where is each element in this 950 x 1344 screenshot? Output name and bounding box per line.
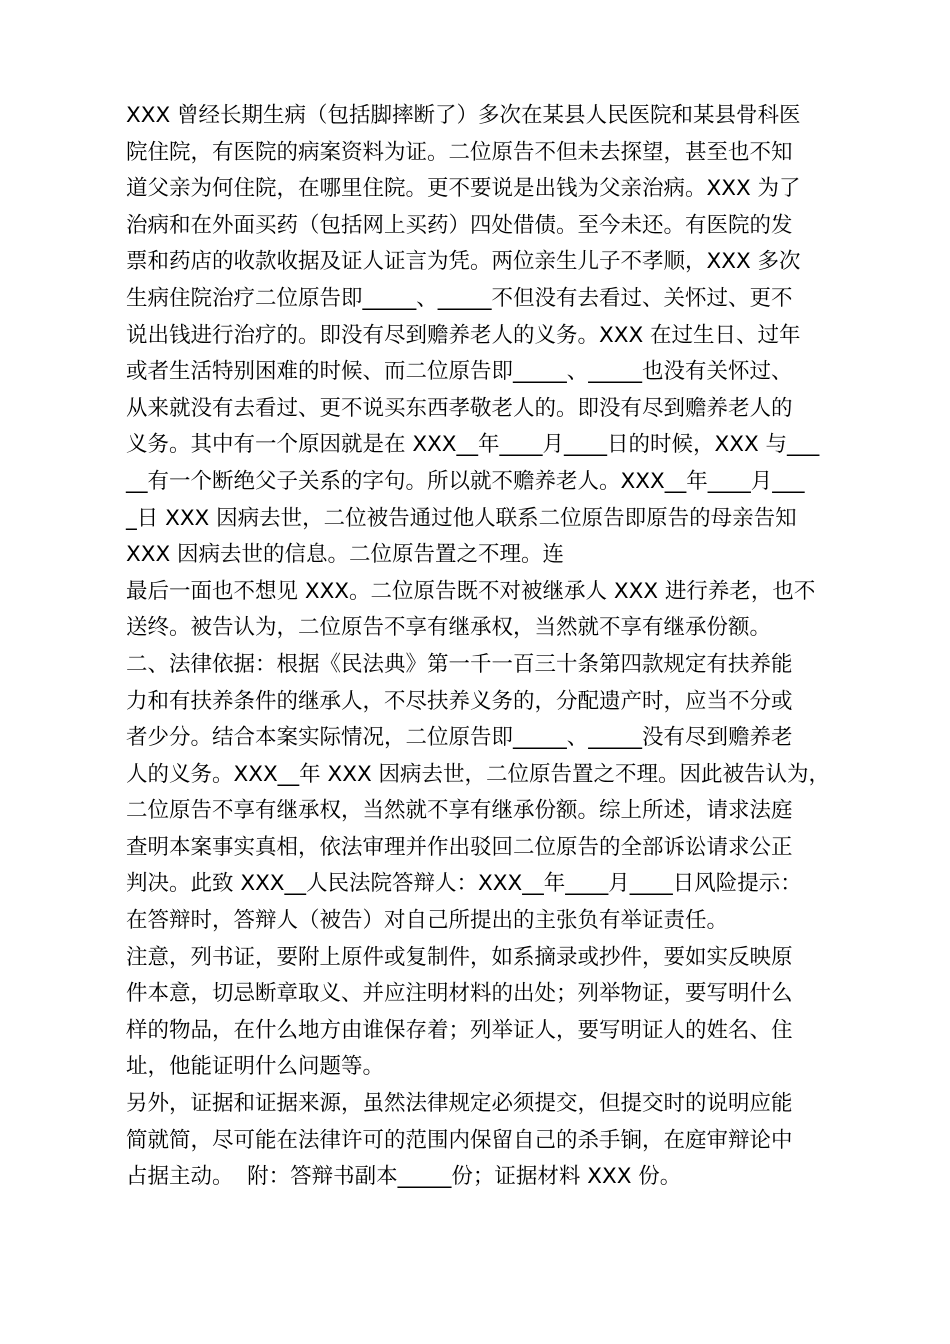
text-line: 治病和在外面买药（包括网上买药）四处借债。至今未还。有医院的发 — [126, 212, 793, 238]
text-line: _日 XXX 因病去世，二位被告通过他人联系二位原告即原告的母亲告知 — [126, 505, 797, 531]
text-line: 二、法律依据：根据《民法典》第一千一百三十条第四款规定有扶养能 — [126, 651, 793, 677]
text-line: 最后一面也不想见 XXX。二位原告既不对被继承人 XXX 进行养老，也不 — [126, 578, 816, 604]
text-line: 说出钱进行治疗的。即没有尽到赡养老人的义务。XXX 在过生日、过年 — [126, 322, 801, 348]
text-line: 占据主动。 附：答辩书副本_____份；证据材料 XXX 份。 — [126, 1164, 682, 1190]
text-line: 义务。其中有一个原因就是在 XXX__年____月____日的时候，XXX 与___ — [126, 432, 820, 458]
text-line: 简就简，尽可能在法律许可的范围内保留自己的杀手锏，在庭审辩论中 — [126, 1127, 793, 1153]
text-line: 人的义务。XXX__年 XXX 因病去世，二位原告置之不理。因此被告认为， — [126, 761, 831, 787]
text-line: 二位原告不享有继承权，当然就不享有继承份额。综上所述，请求法庭 — [126, 798, 793, 824]
text-line: 在答辩时，答辩人（被告）对自己所提出的主张负有举证责任。 — [126, 908, 729, 934]
text-line: 址，他能证明什么问题等。 — [126, 1054, 385, 1080]
document-body — [126, 98, 831, 1196]
text-line: 道父亲为何住院，在哪里住院。更不要说是出钱为父亲治病。XXX 为了 — [126, 176, 801, 202]
text-line: 判决。此致 XXX__人民法院答辩人：XXX__年____月____日风险提示： — [126, 871, 802, 897]
text-line: 送终。被告认为，二位原告不享有继承权，当然就不享有继承份额。 — [126, 615, 772, 641]
text-line: __有一个断绝父子关系的字句。所以就不赡养老人。XXX__年____月___ — [126, 468, 805, 494]
text-line: 从来就没有去看过、更不说买东西孝敬老人的。即没有尽到赡养老人的 — [126, 395, 793, 421]
text-line: 或者生活特别困难的时候、而二位原告即_____、_____也没有关怀过、 — [126, 359, 793, 385]
text-line: 者少分。结合本案实际情况，二位原告即_____、_____没有尽到赡养老 — [126, 725, 793, 751]
text-line: 另外，证据和证据来源，虽然法律规定必须提交，但提交时的说明应能 — [126, 1091, 793, 1117]
text-line: 注意，列书证，要附上原件或复制件，如系摘录或抄件，要如实反映原 — [126, 944, 793, 970]
text-line: XXX 因病去世的信息。二位原告置之不理。连 — [126, 542, 565, 568]
text-line: 查明本案事实真相，依法审理并作出驳回二位原告的全部诉讼请求公正 — [126, 834, 793, 860]
text-line: 样的物品，在什么地方由谁保存着；列举证人，要写明证人的姓名、住 — [126, 1017, 793, 1043]
text-line: 院住院，有医院的病案资料为证。二位原告不但未去探望，甚至也不知 — [126, 139, 793, 165]
text-line: XXX 曾经长期生病（包括脚摔断了）多次在某县人民医院和某县骨科医 — [126, 103, 801, 128]
text-line: 生病住院治疗二位原告即_____、_____不但没有去看过、关怀过、更不 — [126, 285, 793, 311]
text-line: 件本意，切忌断章取义、并应注明材料的出处；列举物证，要写明什么 — [126, 981, 793, 1007]
text-line: 票和药店的收款收据及证人证言为凭。两位亲生儿子不孝顺，XXX 多次 — [126, 249, 801, 275]
text-line: 力和有扶养条件的继承人，不尽扶养义务的，分配遗产时，应当不分或 — [126, 688, 793, 714]
